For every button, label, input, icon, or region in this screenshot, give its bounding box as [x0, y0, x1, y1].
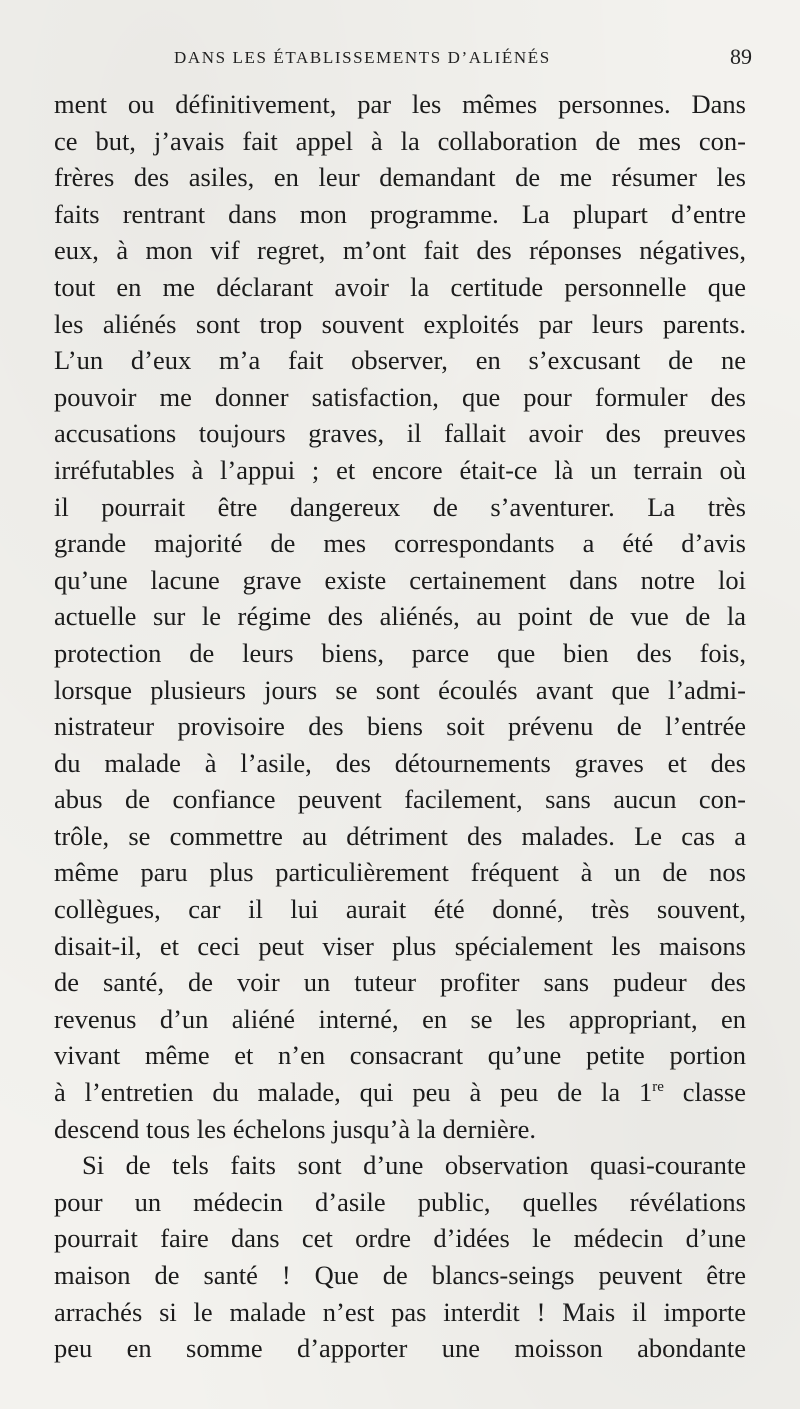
paragraph-first-line: Si de tels faits sont d’une observation quasi-courante: [82, 1150, 746, 1181]
text-line: trôle, se commettre au détriment des malades. Le cas a: [54, 820, 746, 851]
text-line: il pourrait être dangereux de s’aventurer. La très: [54, 491, 746, 522]
text-line: eux, à mon vif regret, m’ont fait des réponses négatives,: [54, 235, 746, 266]
text-line: collègues, car il lui aurait été donné, très souvent,: [54, 894, 746, 925]
running-title: DANS LES ÉTABLISSEMENTS D’ALIÉNÉS: [174, 48, 551, 67]
text-line: même paru plus particulièrement fréquent à un de nos: [54, 857, 746, 888]
text-line-with-superscript: [54, 1074, 746, 1111]
text-line: tout en me déclarant avoir la certitude personnelle que: [54, 271, 746, 302]
text-line: vivant même et n’en consacrant qu’une petite portion: [54, 1040, 746, 1071]
page-number: 89: [730, 44, 752, 69]
text-line: frères des asiles, en leur demandant de me résumer les: [54, 162, 746, 193]
text-line: pour un médecin d’asile public, quelles révélations: [54, 1186, 746, 1217]
text-line: nistrateur provisoire des biens soit prévenu de l’entrée: [54, 711, 746, 742]
text-line: abus de confiance peuvent facilement, sans aucun con-: [54, 784, 746, 815]
ordinal-superscript: re: [652, 1079, 664, 1096]
text-line: faits rentrant dans mon programme. La plupart d’entre: [54, 198, 746, 229]
running-head: [54, 44, 752, 74]
text-line: arrachés si le malade n’est pas interdit ! Mais il importe: [54, 1296, 746, 1327]
text-line: disait-il, et ceci peut viser plus spécialement les maisons: [54, 930, 746, 961]
text-line: descend tous les échelons jusqu’à la dernière.: [54, 1113, 536, 1144]
body-text: [54, 86, 746, 1367]
text-line: pourrait faire dans cet ordre d’idées le médecin d’une: [54, 1223, 746, 1254]
text-line: grande majorité de mes correspondants a été d’avis: [54, 528, 746, 559]
text-line: de santé, de voir un tuteur profiter sans pudeur des: [54, 967, 746, 998]
text-line: L’un d’eux m’a fait observer, en s’excusant de ne: [54, 345, 746, 376]
text-line-end: classe: [663, 1077, 746, 1108]
text-line-start: à l’entretien du malade, qui peu à peu de la 1: [54, 1077, 653, 1108]
text-line: ment ou définitivement, par les mêmes personnes. Dans: [54, 89, 746, 119]
text-line: actuelle sur le régime des aliénés, au point de vue de la: [54, 601, 746, 632]
text-line: lorsque plusieurs jours se sont écoulés avant que l’admi-: [54, 674, 746, 705]
text-line: ce but, j’avais fait appel à la collaboration de mes con-: [54, 125, 746, 156]
text-line: les aliénés sont trop souvent exploités par leurs parents.: [54, 308, 746, 339]
text-line: accusations toujours graves, il fallait avoir des preuves: [54, 418, 746, 449]
text-line: revenus d’un aliéné interné, en se les appropriant, en: [54, 1003, 746, 1034]
text-line: peu en somme d’apporter une moisson abondante: [54, 1333, 746, 1364]
text-line: maison de santé ! Que de blancs-seings peuvent être: [54, 1260, 746, 1290]
text-line: protection de leurs biens, parce que bien des fois,: [54, 637, 746, 668]
text-line: pouvoir me donner satisfaction, que pour formuler des: [54, 381, 746, 412]
text-line: du malade à l’asile, des détournements graves et des: [54, 747, 746, 778]
text-line: irréfutables à l’appui ; et encore était-ce là un terrain où: [54, 454, 746, 485]
text-line: qu’une lacune grave existe certainement dans notre loi: [54, 564, 746, 595]
